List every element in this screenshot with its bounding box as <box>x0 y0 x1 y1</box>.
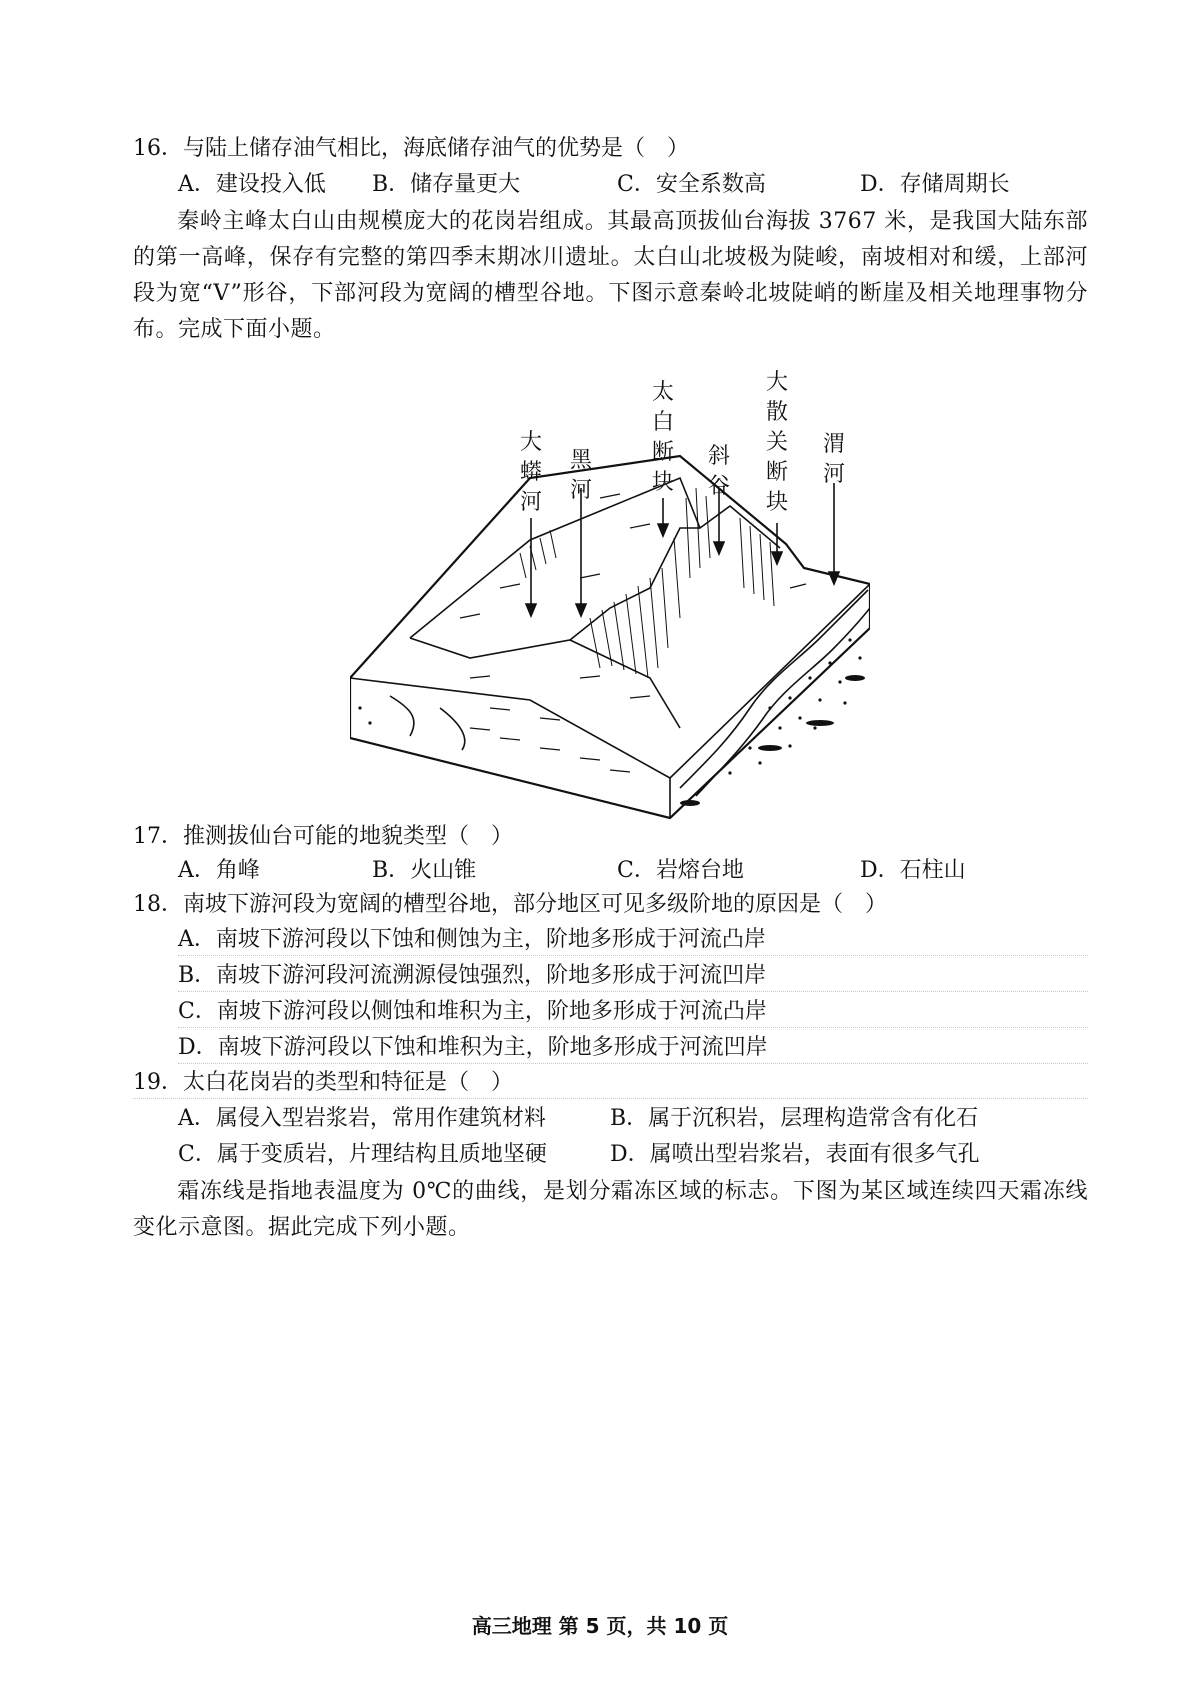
q17-option-d: D．石柱山 <box>860 858 966 883</box>
q18-stem: 18．南坡下游河段为宽阔的槽型谷地，部分地区可见多级阶地的原因是（ ） <box>133 892 887 917</box>
label-taibai-block: 太白断块 <box>651 380 674 495</box>
passage-frost-line-text: 霜冻线是指地表温度为 0℃的曲线，是划分霜冻区域的标志。下图为某区域连续四天霜冻线变化示意图。据此完成下列小题。 <box>133 1179 1088 1240</box>
label-xie-valley: 斜谷 <box>707 444 730 499</box>
passage-taibai <box>133 204 1088 348</box>
q18-option-d: D．南坡下游河段以下蚀和堆积为主，阶地多形成于河流凹岸 <box>178 1033 1088 1064</box>
q16-option-b: B．储存量更大 <box>372 172 521 197</box>
label-damang-river: 大蟒河 <box>519 430 542 515</box>
label-wei-river: 渭河 <box>822 432 845 487</box>
q18-option-c: C．南坡下游河段以侧蚀和堆积为主，阶地多形成于河流凸岸 <box>178 997 1088 1028</box>
q19-option-a: A．属侵入型岩浆岩，常用作建筑材料 <box>178 1106 546 1131</box>
page-footer: 高三地理 第 5 页，共 10 页 <box>471 1614 729 1638</box>
q18-option-a: A．南坡下游河段以下蚀和侧蚀为主，阶地多形成于河流凸岸 <box>178 925 1088 956</box>
label-hei-river: 黑河 <box>569 448 592 503</box>
passage-frost-line <box>133 1174 1088 1246</box>
passage-taibai-text: 秦岭主峰太白山由规模庞大的花岗岩组成。其最高顶拔仙台海拔 3767 米，是我国大陆东部的第一高峰，保存有完整的第四季末期冰川遗址。太白山北坡极为陡峻，南坡相对和缓，上部河段为宽“V”形谷，下部河段为宽阔的槽型谷地。下图示意秦岭北坡陡峭的断崖及相关地理事物分布。完成下面小题。 <box>133 209 1088 342</box>
q16-option-d: D．存储周期长 <box>860 172 1010 197</box>
q17-stem: 17．推测拔仙台可能的地貌类型（ ） <box>133 824 513 849</box>
label-dasanguan-block: 大散关断块 <box>765 370 788 515</box>
q17-option-b: B．火山锥 <box>372 858 477 883</box>
block-outline <box>350 456 870 818</box>
block-diagram-drawing <box>350 378 870 823</box>
q16-option-c: C．安全系数高 <box>617 172 766 197</box>
q19-option-b: B．属于沉积岩，层理构造常含有化石 <box>610 1106 979 1131</box>
block-diagram-figure <box>350 370 870 823</box>
q19-option-c: C．属于变质岩，片理结构且质地坚硬 <box>178 1142 547 1167</box>
q16-option-a: A．建设投入低 <box>178 172 326 197</box>
q17-option-c: C．岩熔台地 <box>617 858 744 883</box>
q17-option-a: A．角峰 <box>178 858 260 883</box>
q16-stem: 16．与陆上储存油气相比，海底储存油气的优势是（ ） <box>133 136 689 161</box>
q18-option-b: B．南坡下游河段河流溯源侵蚀强烈，阶地多形成于河流凹岸 <box>178 961 1088 992</box>
q19-stem: 19．太白花岗岩的类型和特征是（ ） <box>133 1068 1088 1099</box>
q19-option-d: D．属喷出型岩浆岩，表面有很多气孔 <box>610 1142 980 1167</box>
